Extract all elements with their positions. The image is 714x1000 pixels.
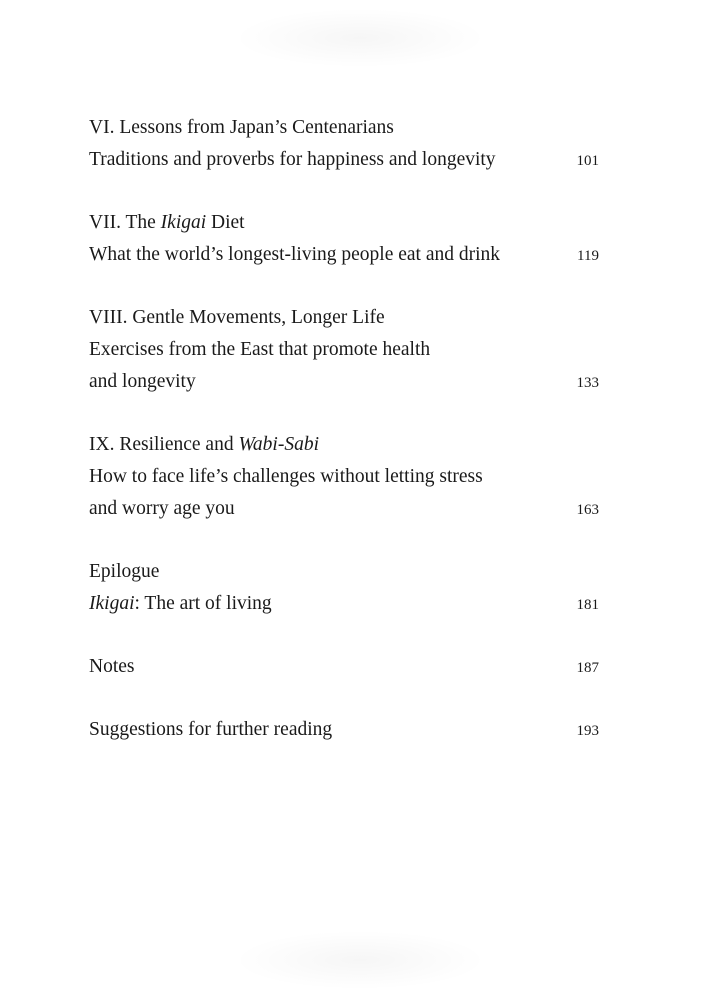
chapter-subtitle: How to face life’s challenges without letting stress [89,466,483,487]
page-number: 163 [576,502,599,518]
chapter-heading [89,714,599,746]
chapter-title-suffix: Diet [206,212,245,233]
chapter-title-italic: Wabi-Sabi [238,434,319,455]
chapter-subtitle: Exercises from the East that promote health [89,339,431,360]
page-number: 101 [576,153,599,169]
chapter-subtitle-line [89,239,599,271]
chapter-title: VI. Lessons from Japan’s Centenarians [89,117,394,138]
chapter-title-italic: Ikigai [160,212,207,233]
toc-entry-further-reading[interactable] [89,714,599,746]
chapter-heading [89,112,599,144]
page-number: 119 [577,248,599,264]
page-number: 133 [576,375,599,391]
chapter-title-prefix: VII. The [89,212,161,233]
table-of-contents [89,112,599,777]
chapter-subtitle [89,588,272,620]
chapter-subtitle: What the world’s longest-living people eat and drink [89,244,501,265]
page-number: 187 [576,660,599,676]
chapter-title: Epilogue [89,561,160,582]
chapter-heading [89,429,599,461]
chapter-heading [89,651,599,683]
toc-entry-vi[interactable] [89,112,599,176]
chapter-title: VIII. Gentle Movements, Longer Life [89,307,385,328]
chapter-subtitle-italic: Ikigai [89,593,135,614]
chapter-title [89,207,245,239]
chapter-heading [89,207,599,239]
chapter-subtitle-line [89,144,599,176]
chapter-title: Suggestions for further reading [89,719,333,740]
toc-entry-ix[interactable] [89,429,599,525]
toc-entry-notes[interactable] [89,651,599,683]
chapter-subtitle: Traditions and proverbs for happiness and longevity [89,149,496,170]
chapter-subtitle-continued: and longevity [89,371,196,392]
chapter-subtitle-rest: : The art of living [134,593,272,614]
chapter-title: Notes [89,656,135,677]
toc-entry-epilogue[interactable] [89,556,599,620]
toc-entry-viii[interactable] [89,302,599,398]
chapter-subtitle-line [89,588,599,620]
chapter-heading [89,302,599,334]
chapter-subtitle-line [89,493,599,525]
page-number: 193 [576,723,599,739]
chapter-subtitle-continued: and worry age you [89,498,235,519]
chapter-title-prefix: IX. Resilience and [89,434,239,455]
chapter-title [89,429,319,461]
page-number: 181 [576,597,599,613]
scan-shadow-top [232,8,488,68]
scan-shadow-bottom [232,930,488,990]
toc-entry-vii[interactable] [89,207,599,271]
chapter-subtitle-line [89,366,599,398]
chapter-heading [89,556,599,588]
chapter-subtitle-line [89,334,599,366]
chapter-subtitle-line [89,461,599,493]
